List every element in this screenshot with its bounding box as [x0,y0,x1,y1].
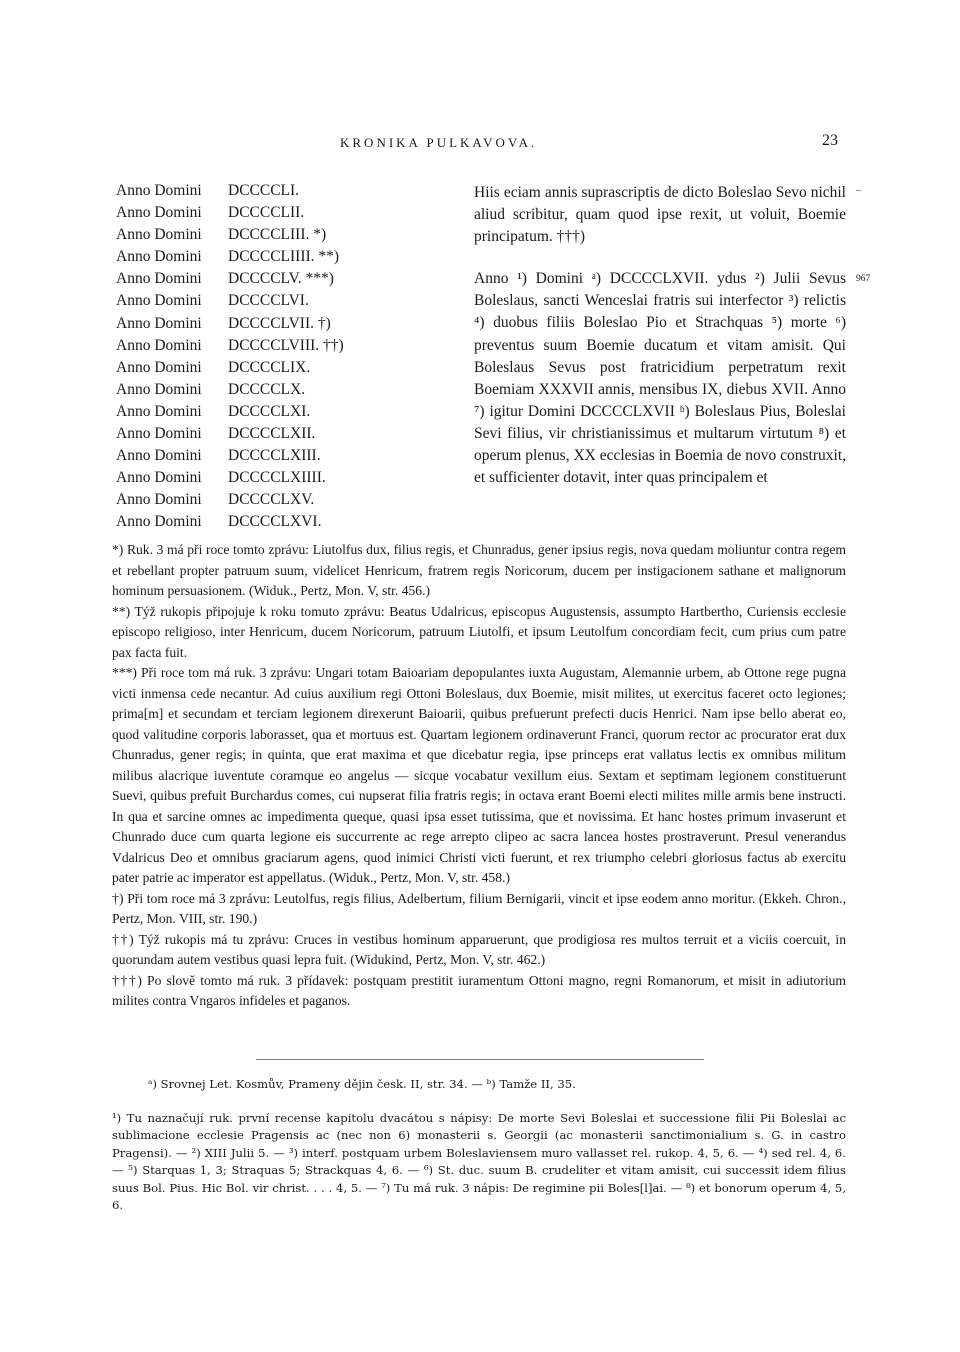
footnotes-block [112,540,846,1012]
chronicle-text [474,182,846,489]
margin-year: 967 [856,274,871,284]
annal-year: DCCCCLXII. [228,425,316,443]
apparatus-note: ᵃ) Srovnej Let. Kosmův, Prameny dějin česk. II, str. 34. — ᵇ) Tamže II, 35. [148,1077,576,1091]
annal-year: DCCCCLV. ***) [228,270,334,288]
annal-row [116,445,446,467]
annal-label: Anno Domini [116,314,202,332]
annal-year: DCCCCLIIII. **) [228,248,340,266]
apparatus-note: ¹) Tu naznačují ruk. první recense kapitolu dvacátou s nápisy: De morte Sevi Boleslai et successione filii Pii Boleslai ac sublimacione ecclesie Pragensis ac (nec non 6) monasterii s. Georgii (ac monasterii sanctimonialium s. G. in castro Pragensi). — ²) XIII Julii 5. — ³) interf. postquam urbem Boleslaviensem muro vallasset rel. rukop. 4, 5, 6. — ⁴) sed rel. 4, 6. — ⁵) Starquas 1, 3; Straquas 5; Strackquas 4, 6. — ⁶) St. duc. suum B. crudeliter et vitam amisit, cui successit idem filius suus Bol. Pius. Hic Bol. vir christ. . . . 4, 5. — ⁷) Tu má ruk. 3 nápis: De regimine pii Boles[l]ai. — ⁸) et bonorum operum 4, 5, 6. [112,1110,846,1212]
annal-label: Anno Domini [116,380,202,398]
footnote: ***) Při roce tom má ruk. 3 zprávu: Ungari totam Baioariam depopulantes iuxta Augustam, Alemannie urbem, ab Ottone rege pugna victi inmensa cede necantur. Ad cuius auxilium regi Ottoni Boleslaus, dux Boemie, misit milites, ut exercitus faceret octo legiones; prima[m] et secundam et terciam legionem direxerunt Baioarii, quibus prefuerunt prefecti ducis Henrici. Nam ipse bello aberat eo, quod valitudine corporis laborasset, qua et mortuus est. Quartam legionem ordinaverunt Franci, quorum rector ac procurator erat dux Chunradus, gener regis; in quinta, que erat maxima et que dicebatur regia, ipse princeps erat vallatus lectis ex omnibus militum milibus alacrique iuventute coramque eo angelus — sicque vocabatur vexillum eius. Sextam et septimam legionem constituerunt Suevi, quibus prefuit Burchardus comes, cui nupserat filia fratris regis; in octava erant Boemi electi milites mille armis bene instructi. In qua et sarcine omnes ac impedimenta queque, quasi ipsa esset tutissima, que et novissima. Et hanc hostes primum invaserunt et Chunrado duce cum quarta legione eis succurrente ac rege arrepto clipeo ac sacra lancea hostes prostraverunt. Presul venerandus Vdalricus Deo et omnibus graciarum agens, quod inimici Christi victi fuerunt, et rex triumpho celebri gloriosus factus ab exercitu pater patrie ac imperator est appellatus. (Widuk., Pertz, Mon. V, str. 458.) [112,665,846,885]
annal-label: Anno Domini [116,491,202,509]
annal-year: DCCCCLX. [228,380,306,398]
separator-rule [256,1059,704,1060]
annal-row [116,246,446,268]
annal-label: Anno Domini [116,336,202,354]
annal-row [116,335,446,357]
annal-label: Anno Domini [116,248,202,266]
annal-label: Anno Domini [116,358,202,376]
annal-year: DCCCCLI. [228,182,300,199]
annal-row [116,202,446,224]
annal-year: DCCCCLVI. [228,292,309,310]
annal-row [116,313,446,335]
annal-year: DCCCCLII. [228,204,305,222]
chronicle-paragraph: Anno ¹) Domini ᵃ) DCCCCLXVII. ydus ²) Julii Sevus Boleslaus, sancti Wenceslai fratris sui interfector ³) relictis ⁴) duobus filiis Boleslao Pio et Strachquas ⁵) morte ⁶) preventus suum Boemie ducatum et vitam amisit. Qui Boleslaus Sevus post fratricidium perpetratum rexit Boemiam XXXVII annis, mensibus IX, diebus XVII. Anno ⁷) igitur Domini DCCCCLXVII ᵇ) Boleslaus Pius, Boleslai Sevi filius, vir christianissimus et multarum virtutum ⁸) et operum plenus, XX ecclesias in Boemia de novo construxit, et sufficienter dotavit, inter quas principalem et [474,270,846,487]
annal-row [116,224,446,246]
page-number: 23 [822,132,838,149]
annal-row [116,290,446,312]
annal-year: DCCCCLXIII. [228,447,321,465]
annal-row [116,357,446,379]
annal-label: Anno Domini [116,204,202,222]
annal-label: Anno Domini [116,513,202,531]
annals-column [116,180,446,534]
annal-year: DCCCCLXVI. [228,513,322,531]
annal-year: DCCCCLIII. *) [228,226,327,244]
annal-label: Anno Domini [116,425,202,443]
annal-year: DCCCCLXI. [228,402,311,420]
footnote: ††) Týž rukopis má tu zprávu: Cruces in vestibus hominum apparuerunt, que prodigiosa res multos terruit et a viciis coercuit, in quorundam autem vestibus quasi lepra fuit. (Widukind, Pertz, Mon. V, str. 462.) [112,931,846,967]
footnote: †††) Po slově tomto má ruk. 3 přídavek: postquam prestitit iuramentum Ottoni magno, regni Romanorum, et misit in adiutorium milites contra Vngaros infideles et paganos. [112,972,846,1008]
margin-dash: – [856,186,861,196]
chronicle-paragraph: Hiis eciam annis suprascriptis de dicto Boleslao Sevo nichil aliud scribitur, quam quod ipse rexit, ut voluit, Boemie principatum. †††) [474,184,846,246]
annal-row [116,467,446,489]
footnote: *) Ruk. 3 má při roce tomto zprávu: Liutolfus dux, filius regis, et Chunradus, gener ipsius regis, nova quedam moliuntur contra regem et rebellant propter patruum suum, videlicet Henricum, fratrem regis Noricorum, ducem per instigacionem sathane et malignorum hominum persuasionem. (Widuk., Pertz, Mon. V, str. 456.) [112,542,846,598]
footnote: †) Při tom roce má 3 zprávu: Leutolfus, regis filius, Adelbertum, filium Bernigarii, vincit et ipse eodem anno moritur. (Ekkeh. Chron., Pertz, Mon. VIII, str. 190.) [112,890,846,926]
annal-year: DCCCCLXV. [228,491,315,509]
annal-label: Anno Domini [116,292,202,310]
annal-row [116,180,446,202]
annal-label: Anno Domini [116,270,202,288]
annal-label: Anno Domini [116,226,202,244]
running-head: KRONIKA PULKAVOVA. [340,135,538,150]
annal-year: DCCCCLVII. †) [228,314,331,332]
annal-row [116,401,446,423]
apparatus-block [112,1076,846,1215]
annal-label: Anno Domini [116,182,202,199]
annal-row [116,379,446,401]
annal-label: Anno Domini [116,469,202,487]
annal-row [116,489,446,511]
annal-row [116,268,446,290]
annal-row [116,423,446,445]
footnote: **) Týž rukopis připojuje k roku tomuto zprávu: Beatus Udalricus, episcopus Augustensis, assumpto Hartbertho, Curiensis ecclesie episcopo religioso, inter Henricum, ducem Noricorum, patruum Liutolfi, et ipsum Leutolfum concordiam fecit, cum prius cum patre pax facta fuit. [112,603,846,660]
annal-label: Anno Domini [116,402,202,420]
annal-label: Anno Domini [116,447,202,465]
annal-row [116,511,446,533]
annal-year: DCCCCLXIIII. [228,469,326,487]
annal-year: DCCCCLIX. [228,358,311,376]
annal-year: DCCCCLVIII. ††) [228,336,344,354]
